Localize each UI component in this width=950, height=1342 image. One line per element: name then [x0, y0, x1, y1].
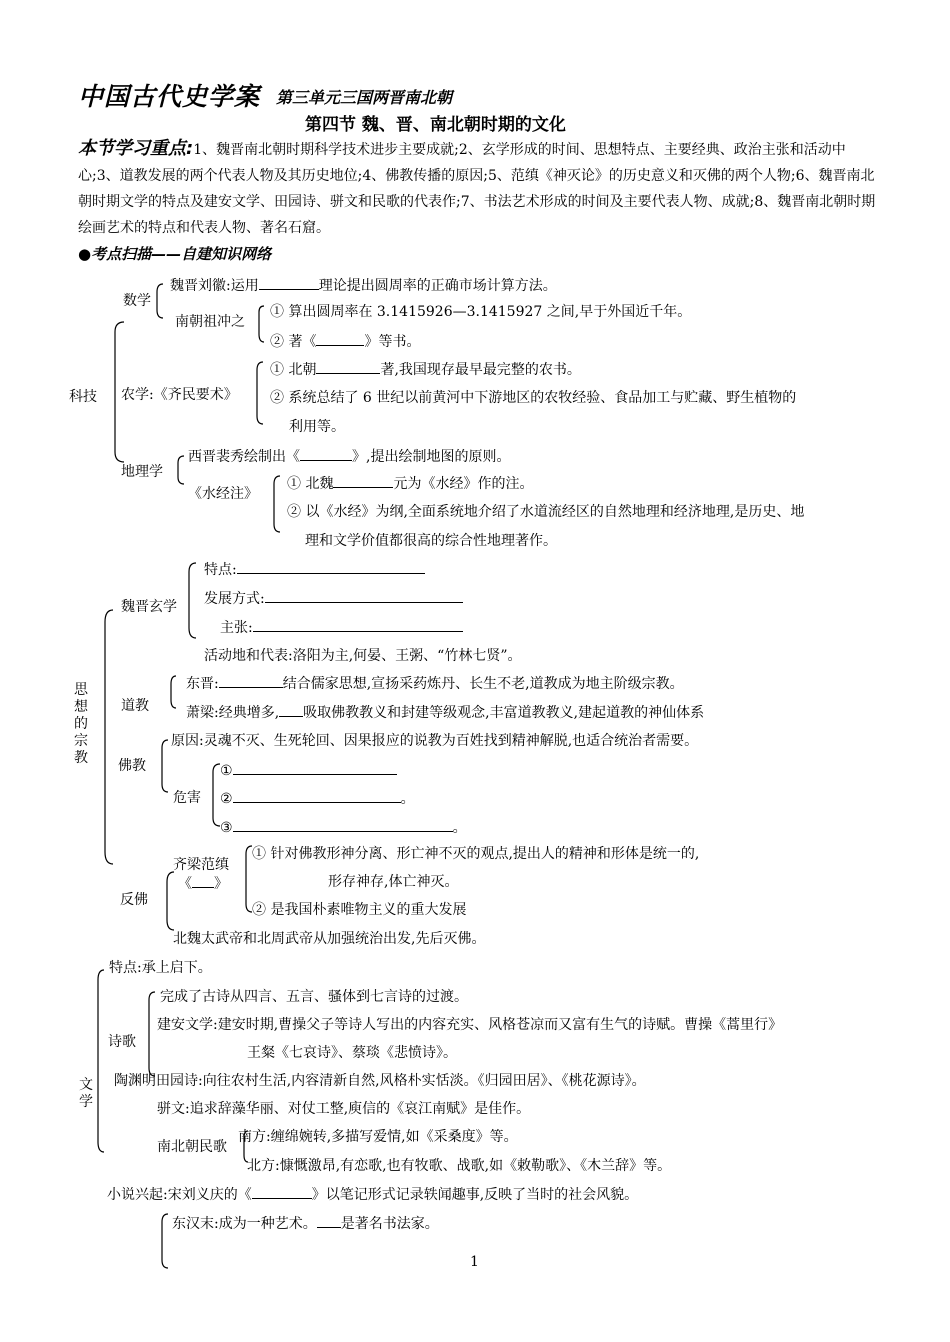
agri-item-2-cont: 利用等。 [289, 419, 345, 435]
jianan-line-cont: 王粲《七哀诗》、蔡琰《悲愤诗》。 [247, 1045, 457, 1061]
calligraphy-line: 东汉末:成为一种艺术。 是著名书法家。 [172, 1213, 439, 1234]
focus-text: 1、魏晋南北朝时期科学技术进步主要成就;2、玄学形成的时间、思想特点、主要经典、政治主张和活动中心;3、道教发展的两个代表人物及其历史地位;4、佛教传播的原因;5、范缜《神灭论》的历史意义和灭佛的两个人物;6、魏晋南北朝时期文学的特点及建安文学、田园诗、骈文和民歌的代表作;7、书法艺术形成的时间及主要代表人物、成就;8、魏晋南北朝时期绘画艺术的特点和代表人物、著名石窟。 [78, 142, 876, 236]
south-line: 南方:缠绵婉转,多描写爱情,如《采桑度》等。 [238, 1129, 518, 1145]
series-title: 中国古代史学案 [78, 82, 261, 111]
fanzhen-item-2: ② 是我国朴素唯物主义的重大发展 [252, 902, 467, 918]
harm-3: ③ 。 [220, 817, 467, 838]
xuanxue-claim: 主张: [220, 617, 463, 638]
buddhism-reason: 原因:灵魂不灭、生死轮回、因果报应的说教为百姓找到精神解脱,也适合统治者需要。 [171, 733, 699, 749]
unit-title: 第三单元三国两晋南北朝 [276, 88, 453, 107]
literature-label: 文学 [79, 1077, 93, 1110]
xuanxue-feature: 特点: [204, 559, 425, 580]
harm-label: 危害 [173, 790, 201, 806]
zu-item-2: ② 著《 》等书。 [270, 331, 420, 352]
taoyuanming-line: 陶渊明田园诗:向往农村生活,内容清新自然,风格朴实恬淡。《归园田居》、《桃花源诗》。 [114, 1073, 646, 1089]
fanzhen-label: 齐梁范缜 [173, 857, 229, 873]
agri-item-2: ② 系统总结了 6 世纪以前黄河中下游地区的农牧经验、食品加工与贮藏、野生植物的 [270, 390, 797, 406]
liuhui-line: 魏晋刘徽:运用 理论提出圆周率的正确市场计算方法。 [170, 275, 557, 296]
anti-buddhism-label: 反佛 [120, 892, 148, 908]
zu-item-1: ① 算出圆周率在 3.1415926—3.1415927 之间,早于外国近千年。 [270, 304, 692, 320]
fanzhen-item-1: ① 针对佛教形神分离、形亡神不灭的观点,提出人的精神和形体是统一的, [252, 846, 700, 862]
xiaoliang-line: 萧梁:经典增多, 吸取佛教教义和封建等级观念,丰富道教教义,建起道教的神仙体系 [186, 702, 704, 723]
harm-2: ② 。 [220, 788, 415, 809]
xuanxue-label: 魏晋玄学 [121, 599, 177, 615]
agri-item-1: ① 北朝 著,我国现存最早最完整的农书。 [270, 359, 581, 380]
agri-label: 农学:《齐民要术》 [121, 387, 238, 403]
math-label: 数学 [123, 293, 151, 309]
science-label: 科技 [69, 389, 97, 405]
poetry-label: 诗歌 [108, 1034, 136, 1050]
sj-item-2-cont: 理和文学价值都很高的综合性地理著作。 [305, 533, 557, 549]
literature-feature: 特点:承上启下。 [109, 960, 212, 976]
novel-line: 小说兴起:宋刘义庆的《 》以笔记形式记录轶闻趣事,反映了当时的社会风貌。 [107, 1184, 638, 1205]
xuanxue-develop: 发展方式: [204, 588, 463, 609]
shuijingzhu-label: 《水经注》 [188, 486, 258, 502]
poetry-item-1: 完成了古诗从四言、五言、骚体到七言诗的过渡。 [160, 989, 468, 1005]
zuchongzhi-label: 南朝祖冲之 [175, 314, 245, 330]
peixiu-line: 西晋裴秀绘制出《 》,提出绘制地图的原则。 [188, 446, 510, 467]
scan-heading: ●考点扫描——自建知识网络 [78, 245, 272, 263]
daoism-label: 道教 [121, 698, 149, 714]
geo-label: 地理学 [121, 464, 163, 480]
sj-item-1: ① 北魏 元为《水经》作的注。 [287, 473, 533, 494]
sj-item-2: ② 以《水经》为纲,全面系统地介绍了水道流经区的自然地理和经济地理,是历史、地 [287, 504, 805, 520]
thought-label: 思想的宗教 [74, 682, 88, 766]
anti-buddhism-emperors: 北魏太武帝和北周武帝从加强统治出发,先后灭佛。 [173, 931, 486, 947]
fanzhen-item-1-cont: 形存神存,体亡神灭。 [328, 874, 459, 890]
fanzhen-book: 《 》 [178, 873, 228, 894]
page-number: 1 [470, 1254, 479, 1270]
north-line: 北方:慷慨激昂,有恋歌,也有牧歌、战歌,如《敕勒歌》、《木兰辞》等。 [247, 1158, 672, 1174]
dongjin-line: 东晋: 结合儒家思想,宣扬采药炼丹、长生不老,道教成为地主阶级宗教。 [186, 673, 684, 694]
harm-1: ① [220, 760, 397, 781]
jianan-line: 建安文学:建安时期,曹操父子等诗人写出的内容充实、风格苍凉而又富有生气的诗赋。曹操《蒿里行》 [157, 1017, 783, 1033]
xuanxue-activity: 活动地和代表:洛阳为主,何晏、王粥、“竹林七贤”。 [204, 648, 522, 664]
focus-label: 本节学习重点: [78, 138, 194, 159]
pianwen-line: 骈文:追求辞藻华丽、对仗工整,庾信的《哀江南赋》是佳作。 [157, 1101, 531, 1117]
buddhism-label: 佛教 [118, 758, 146, 774]
section-title: 第四节 魏、晋、南北朝时期的文化 [305, 115, 566, 135]
minge-label: 南北朝民歌 [157, 1139, 227, 1155]
